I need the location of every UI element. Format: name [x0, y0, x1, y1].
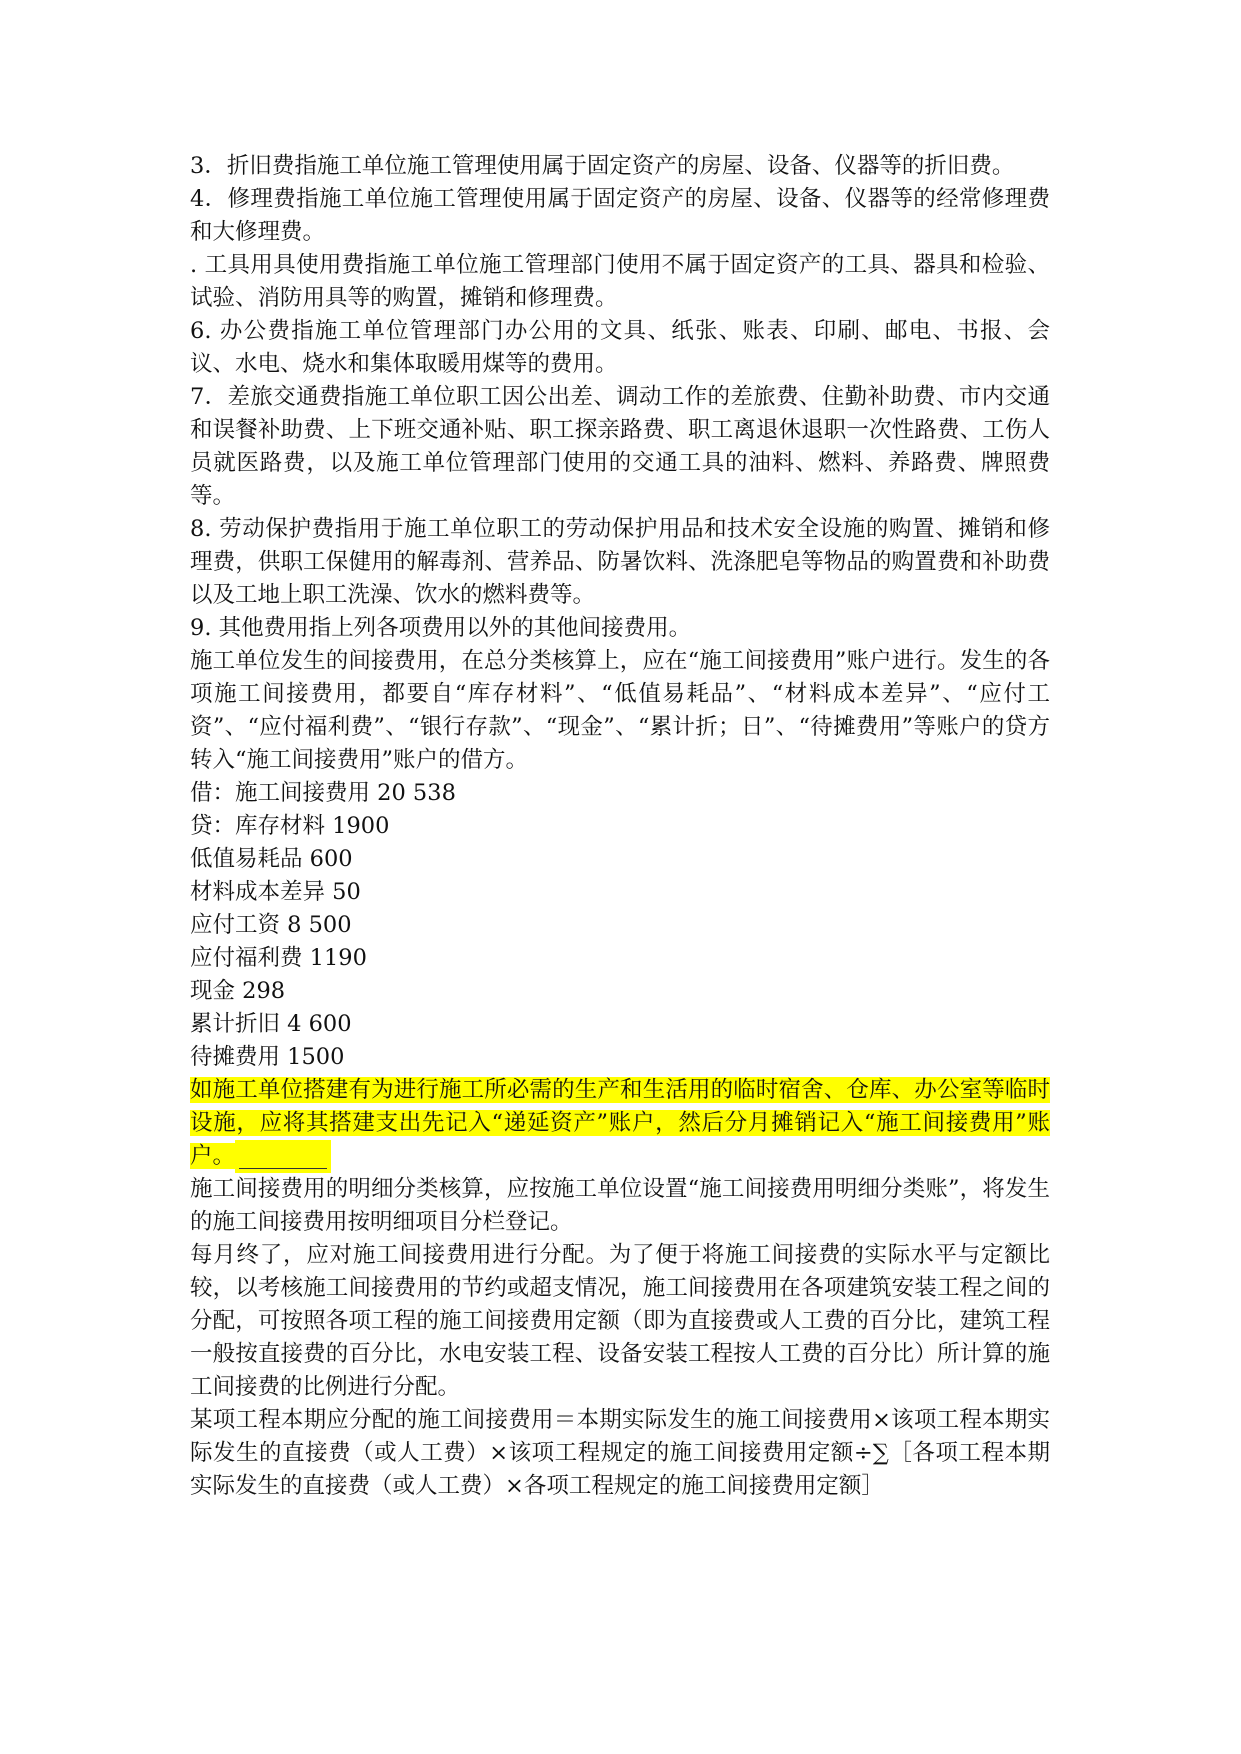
highlight-tail	[235, 1140, 331, 1173]
document-page	[190, 150, 1050, 1503]
paragraph-travel: 7．差旅交通费指施工单位职工因公出差、调动工作的差旅费、住勤补助费、市内交通和误餐补助费、上下班交通补贴、职工探亲路费、职工离退休退职一次性路费、工伤人员就医路费，以及施工单位管理部门使用的交通工具的油料、燃料、养路费、牌照费等。	[190, 384, 1050, 509]
entry-wages: 应付工资 8 500	[190, 912, 352, 938]
paragraph-other: 9. 其他费用指上列各项费用以外的其他间接费用。	[190, 615, 692, 641]
entry-prepaid: 待摊费用 1500	[190, 1044, 345, 1070]
paragraph-tools: . 工具用具使用费指施工单位施工管理部门使用不属于固定资产的工具、器具和检验、试验、消防用具等的购置，摊销和修理费。	[190, 252, 1050, 311]
entry-low-value: 低值易耗品 600	[190, 846, 353, 872]
entry-material-variance: 材料成本差异 50	[190, 879, 361, 905]
paragraph-detail-ledger: 施工间接费用的明细分类核算，应按施工单位设置“施工间接费用明细分类账”，将发生的施工间接费用按明细项目分栏登记。	[190, 1176, 1050, 1235]
entry-credit-inventory: 贷：库存材料 1900	[190, 813, 390, 839]
entry-cash: 现金 298	[190, 978, 286, 1004]
highlighted-paragraph	[190, 1074, 1050, 1173]
entry-welfare: 应付福利费 1190	[190, 945, 367, 971]
entry-accumulated-depreciation: 累计折旧 4 600	[190, 1011, 352, 1037]
highlighted-text: 如施工单位搭建有为进行施工所必需的生产和生活用的临时宿舍、仓库、办公室等临时设施，应将其搭建支出先记入“递延资产”账户，然后分月摊销记入“施工间接费用”账户。	[190, 1077, 1050, 1169]
paragraph-allocation: 每月终了，应对施工间接费用进行分配。为了便于将施工间接费的实际水平与定额比较，以考核施工间接费用的节约或超支情况，施工间接费用在各项建筑安装工程之间的分配，可按照各项工程的施工间接费用定额（即为直接费或人工费的百分比，建筑工程一般按直接费的百分比，水电安装工程、设备安装工程按人工费的百分比）所计算的施工间接费的比例进行分配。	[190, 1242, 1050, 1400]
paragraph-accounting: 施工单位发生的间接费用，在总分类核算上，应在“施工间接费用”账户进行。发生的各项施工间接费用，都要自“库存材料”、“低值易耗品”、“材料成本差异”、“应付工资”、“应付福利费”、“银行存款”、“现金”、“累计折；日”、“待摊费用”等账户的贷方转入“施工间接费用”账户的借方。	[190, 648, 1050, 773]
entry-debit: 借：施工间接费用 20 538	[190, 780, 456, 806]
paragraph-formula: 某项工程本期应分配的施工间接费用＝本期实际发生的施工间接费用×该项工程本期实际发生的直接费（或人工费）×该项工程规定的施工间接费用定额÷∑［各项工程本期实际发生的直接费（或人工费）×各项工程规定的施工间接费用定额］	[190, 1407, 1050, 1499]
paragraph-depreciation: 3．折旧费指施工单位施工管理使用属于固定资产的房屋、设备、仪器等的折旧费。	[190, 153, 1015, 179]
paragraph-office: 6. 办公费指施工单位管理部门办公用的文具、纸张、账表、印刷、邮电、书报、会议、水电、烧水和集体取暖用煤等的费用。	[190, 318, 1050, 377]
paragraph-labor-protection: 8. 劳动保护费指用于施工单位职工的劳动保护用品和技术安全设施的购置、摊销和修理费，供职工保健用的解毒剂、营养品、防暑饮料、洗涤肥皂等物品的购置费和补助费以及工地上职工洗澡、饮水的燃料费等。	[190, 516, 1050, 608]
paragraph-repair: 4．修理费指施工单位施工管理使用属于固定资产的房屋、设备、仪器等的经常修理费和大修理费。	[190, 186, 1050, 245]
